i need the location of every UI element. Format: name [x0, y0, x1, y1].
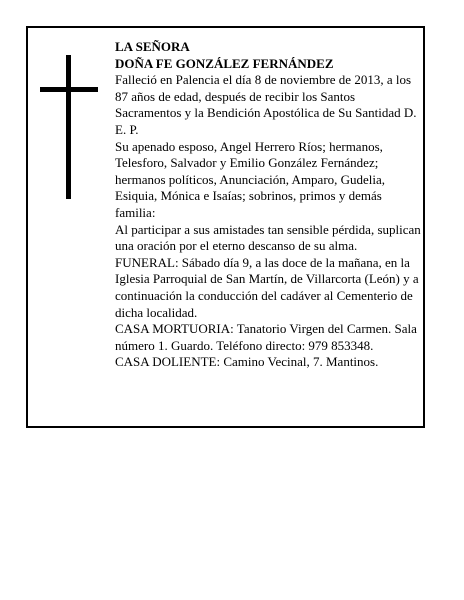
notice-text	[115, 39, 421, 371]
funeral-details: FUNERAL: Sábado día 9, a las doce de la mañana, en la Iglesia Parroquial de San Martín, de Villarcorta (León) y a continuación la conducción del cadáver al Cementerio de dicha localidad.	[115, 254, 419, 320]
notice-title-line1: LA SEÑORA	[115, 39, 190, 54]
funeral-home-details: CASA MORTUORIA: Tanatorio Virgen del Carmen. Sala número 1. Guardo. Teléfono directo: 979 853348.	[115, 321, 417, 353]
family-list: Su apenado esposo, Angel Herrero Ríos; hermanos, Telesforo, Salvador y Emilio González Fernández; hermanos políticos, Anunciación, Amparo, Gudelia, Esiquia, Mónica e Isaías; sobrinos, primos y demás familia:	[115, 138, 386, 220]
prayer-request: Al participar a sus amistades tan sensible pérdida, suplican una oración por el eterno descanso de su alma.	[115, 221, 421, 254]
death-announcement: Falleció en Palencia el día 8 de noviembre de 2013, a los 87 años de edad, después de recibir los Santos Sacramentos y la Bendición Apostólica de Su Santidad D. E. P.	[115, 72, 417, 137]
cross-horizontal-bar	[40, 87, 98, 92]
deceased-name: DOÑA FE GONZÁLEZ FERNÁNDEZ	[115, 55, 334, 71]
obituary-notice	[26, 26, 425, 428]
cross-vertical-bar	[66, 55, 71, 199]
family-home-address: CASA DOLIENTE: Camino Vecinal, 7. Mantinos.	[115, 354, 379, 370]
cross-icon	[40, 55, 98, 199]
